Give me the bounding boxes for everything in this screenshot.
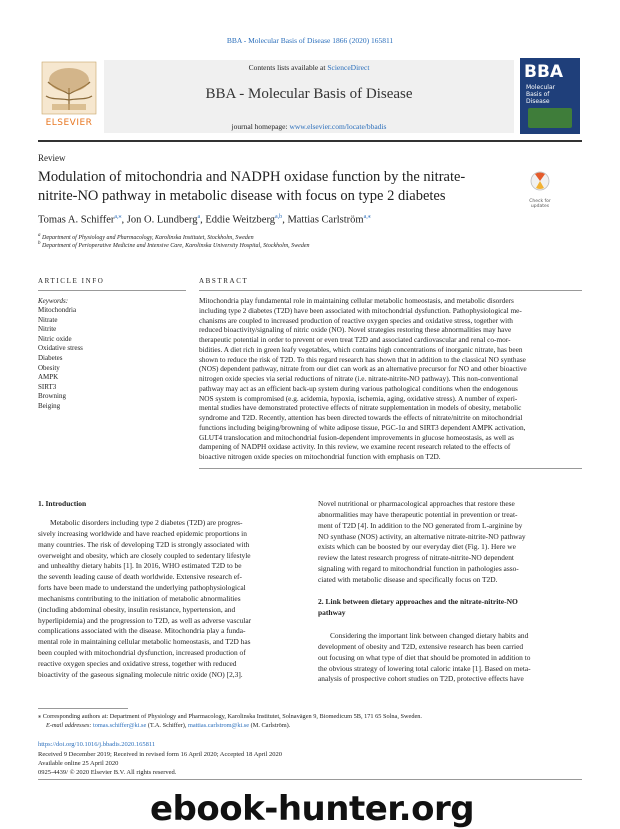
body-left-column: Metabolic disorders including type 2 diabetes (T2D) are progres- sively increasing worldwide and have reached epidemic proportions in many countries. The risk of developing T2D is strongly associated with overweight and obesity, which are closely coupled to sedentary lifestyle and unhealthy dietary habits [1]. In 2016, WHO estimated T2D to be the seventh leading cause of death worldwide. Extensive research ef- forts have been made to understand the underlying pathophysiological mechanisms contributing to the initiation of metabolic abnormalities (including abdominal obesity, insulin resistance, hypertension, and hyperlipidemia) and the progression to T2D, as well as adverse vascular complications associated with the disease. Mitochondria play a funda- mental role in maintaining cellular metabolic homeostasis, and T2D has been coupled with mitochondrial dysfunction, increased production of reactive oxygen species and oxidative stress, together with reduced bioactivity of the gaseous signaling molecule nitric oxide (NO) [2,3]. <box>38 518 252 679</box>
bottom-rule <box>38 779 582 780</box>
keyword: Browning <box>38 392 66 401</box>
divider <box>199 290 582 291</box>
keyword: Nitrate <box>38 315 58 324</box>
keyword-list <box>38 306 83 412</box>
author-name: Eddie Weitzberg <box>205 214 276 226</box>
article-title: Modulation of mitochondria and NADPH oxidase function by the nitrate- nitrite-NO pathway in metabolic disease with focus on type 2 diabetes <box>38 169 466 204</box>
footnote-divider <box>38 708 128 709</box>
keyword: Diabetes <box>38 353 63 362</box>
keyword: Nitrite <box>38 325 57 334</box>
body-right-column-b: Considering the important link between changed dietary habits and development of obesity and T2D, extensive research has been carried out focusing on what type of diet that should be promoted in addition to the obvious strategy of lowering total caloric intake [1]. Based on meta- analysis of prospective cohort studies on T2D, protective effects have <box>318 631 531 684</box>
sciencedirect-link[interactable]: ScienceDirect <box>327 63 370 72</box>
journal-cover: BBA Molecular Basis of Disease <box>520 58 580 134</box>
check-for-updates-icon <box>525 170 555 194</box>
divider <box>199 468 582 469</box>
available-online: Available online 25 April 2020 <box>38 760 119 767</box>
affiliation: $^b$ Department of Perioperative Medicine and Intensive Care, Karolinska University Hospital, Stockholm, Sweden <box>38 241 310 249</box>
journal-homepage: journal homepage: www.elsevier.com/locate/bbadis <box>231 122 387 131</box>
journal-citation[interactable]: BBA - Molecular Basis of Disease 1866 (2020) 165811 <box>226 36 394 45</box>
keyword: Oxidative stress <box>38 344 83 353</box>
section-1-title: 1. Introduction <box>38 499 87 508</box>
cover-image <box>528 108 572 128</box>
email-addresses: E-mail addresses: tomas.schiffer@ki.se (T.A. Schiffer), mattias.carlstrom@ki.se (M. Carlström). <box>46 722 291 729</box>
author-name: Mattias Carlström <box>287 214 364 226</box>
email-link[interactable]: tomas.schiffer@ki.se <box>93 722 147 729</box>
keyword: SIRT3 <box>38 382 57 391</box>
keyword: Beiging <box>38 401 61 410</box>
check-for-updates-badge[interactable]: Check for updates <box>525 170 555 206</box>
keywords-label: Keywords: <box>38 297 69 305</box>
author-name: Tomas A. Schiffer <box>38 214 115 226</box>
affiliation: $^a$ Department of Physiology and Pharmacology, Karolinska Institutet, Stockholm, Sweden <box>38 233 254 241</box>
cover-title: BBA <box>524 62 564 82</box>
keyword: Mitochondria <box>38 306 77 314</box>
abstract-heading: ABSTRACT <box>199 277 249 285</box>
publisher-name: ELSEVIER <box>45 118 93 128</box>
email-link[interactable]: mattias.carlstrom@ki.se <box>187 722 250 729</box>
journal-name: BBA - Molecular Basis of Disease <box>205 86 413 102</box>
keyword: AMPK <box>38 373 59 382</box>
received-dates: Received 9 December 2019; Received in revised form 16 April 2020; Accepted 18 April 2020 <box>38 751 283 758</box>
copyright: 0925-4439/ © 2020 Elsevier B.V. All rights reserved. <box>38 769 177 776</box>
homepage-link[interactable]: www.elsevier.com/locate/bbadis <box>289 122 387 131</box>
doi-link[interactable]: https://doi.org/10.1016/j.bbadis.2020.165811 <box>38 741 156 748</box>
section-2-title: 2. Link between dietary approaches and the nitrate-nitrite-NO pathway <box>318 597 518 617</box>
article-type: Review <box>38 153 66 163</box>
abstract-text: Mitochondria play fundamental role in maintaining cellular metabolic homeostasis, and metabolic disorders including type 2 diabetes (T2D) have been associated with mitochondrial dysfunction. Pathophysiological me- chanisms are coupled to increased production of reactive oxygen species and oxidative stress, together with reduced bioactivity/signaling of nitric oxide (NO). Novel strategies restoring these abnormalities may have therapeutic potential in order to prevent or even treat T2D and associated cardiovascular and renal co-mor- bidities. A diet rich in green leafy vegetables, which contains high concentrations of inorganic nitrate, has been shown to reduce the risk of T2D. To this regard research has shown that in addition to the classical NO synthase (NOS) dependent pathway, nitrate from our diet can work as an alternative precursor for NO and other bioactive nitrogen oxide species via serial reductions of nitrate (i.e. nitrate-nitrite-NO pathway). This non-conventional pathway may act as an efficient back-up system during various pathological conditions when the endogenous NOS system is compromised (e.g. acidemia, hypoxia, ischemia, aging, oxidative stress). A number of experi- mental studies have demonstrated protective effects of nitrate supplementation in models of obesity, metabolic syndrome and T2D. Recently, attention has been directed towards the effects of nitrate/nitrite on mitochondrial functions including beiging/browning of white adipose tissue, PGC-1α and SIRT3 dependent AMPK activation, GLUT4 translocation and mitochondrial fusion-dependent improvements in glucose homeostasis, as well as dampening of NADPH oxidase activity. In this review, we examine recent research related to the effects of bioactive nitrogen oxide species on mitochondrial function with emphasis on T2D. <box>199 296 527 461</box>
author-name: Jon O. Lundberg <box>126 214 198 226</box>
keyword: Obesity <box>38 363 60 372</box>
watermark: ebook-hunter.org <box>150 789 475 829</box>
body-right-column-a: Novel nutritional or pharmacological approaches that restore these abnormalities may have therapeutic potential in prevention or treat- ment of T2D [4]. In addition to the NO generated from L-arginine by NO synthase (NOS) activity, an alternative nitrate-nitrite-NO pathway exists which can be boosted by our everyday diet (Fig. 1). Here we review the latest research progress of nitrate-nitrite-NO dependent signaling with regard to mitochondrial function in pathologies asso- ciated with metabolic disease and specifically focus on T2D. <box>318 499 526 584</box>
author-list: Tomas A. Schiffer$^{a,⁎}$, Jon O. Lundberg$^a$, Eddie Weitzberg$^{a,b}$, Mattias Carlström$^{a,⁎}$ <box>38 214 371 226</box>
keyword: Nitric oxide <box>38 334 72 343</box>
corresponding-author-note: ⁎ Corresponding authors at: Department of Physiology and Pharmacology, Karolinska Institutet, Solnavägen 9, Biomedicum 5B, 171 65 Solna, Sweden. <box>38 713 422 720</box>
elsevier-logo <box>38 60 100 132</box>
divider <box>38 290 186 291</box>
article-info-heading: ARTICLE INFO <box>38 277 105 285</box>
contents-line: Contents lists available at ScienceDirect <box>248 63 370 72</box>
header-rule <box>38 140 582 142</box>
